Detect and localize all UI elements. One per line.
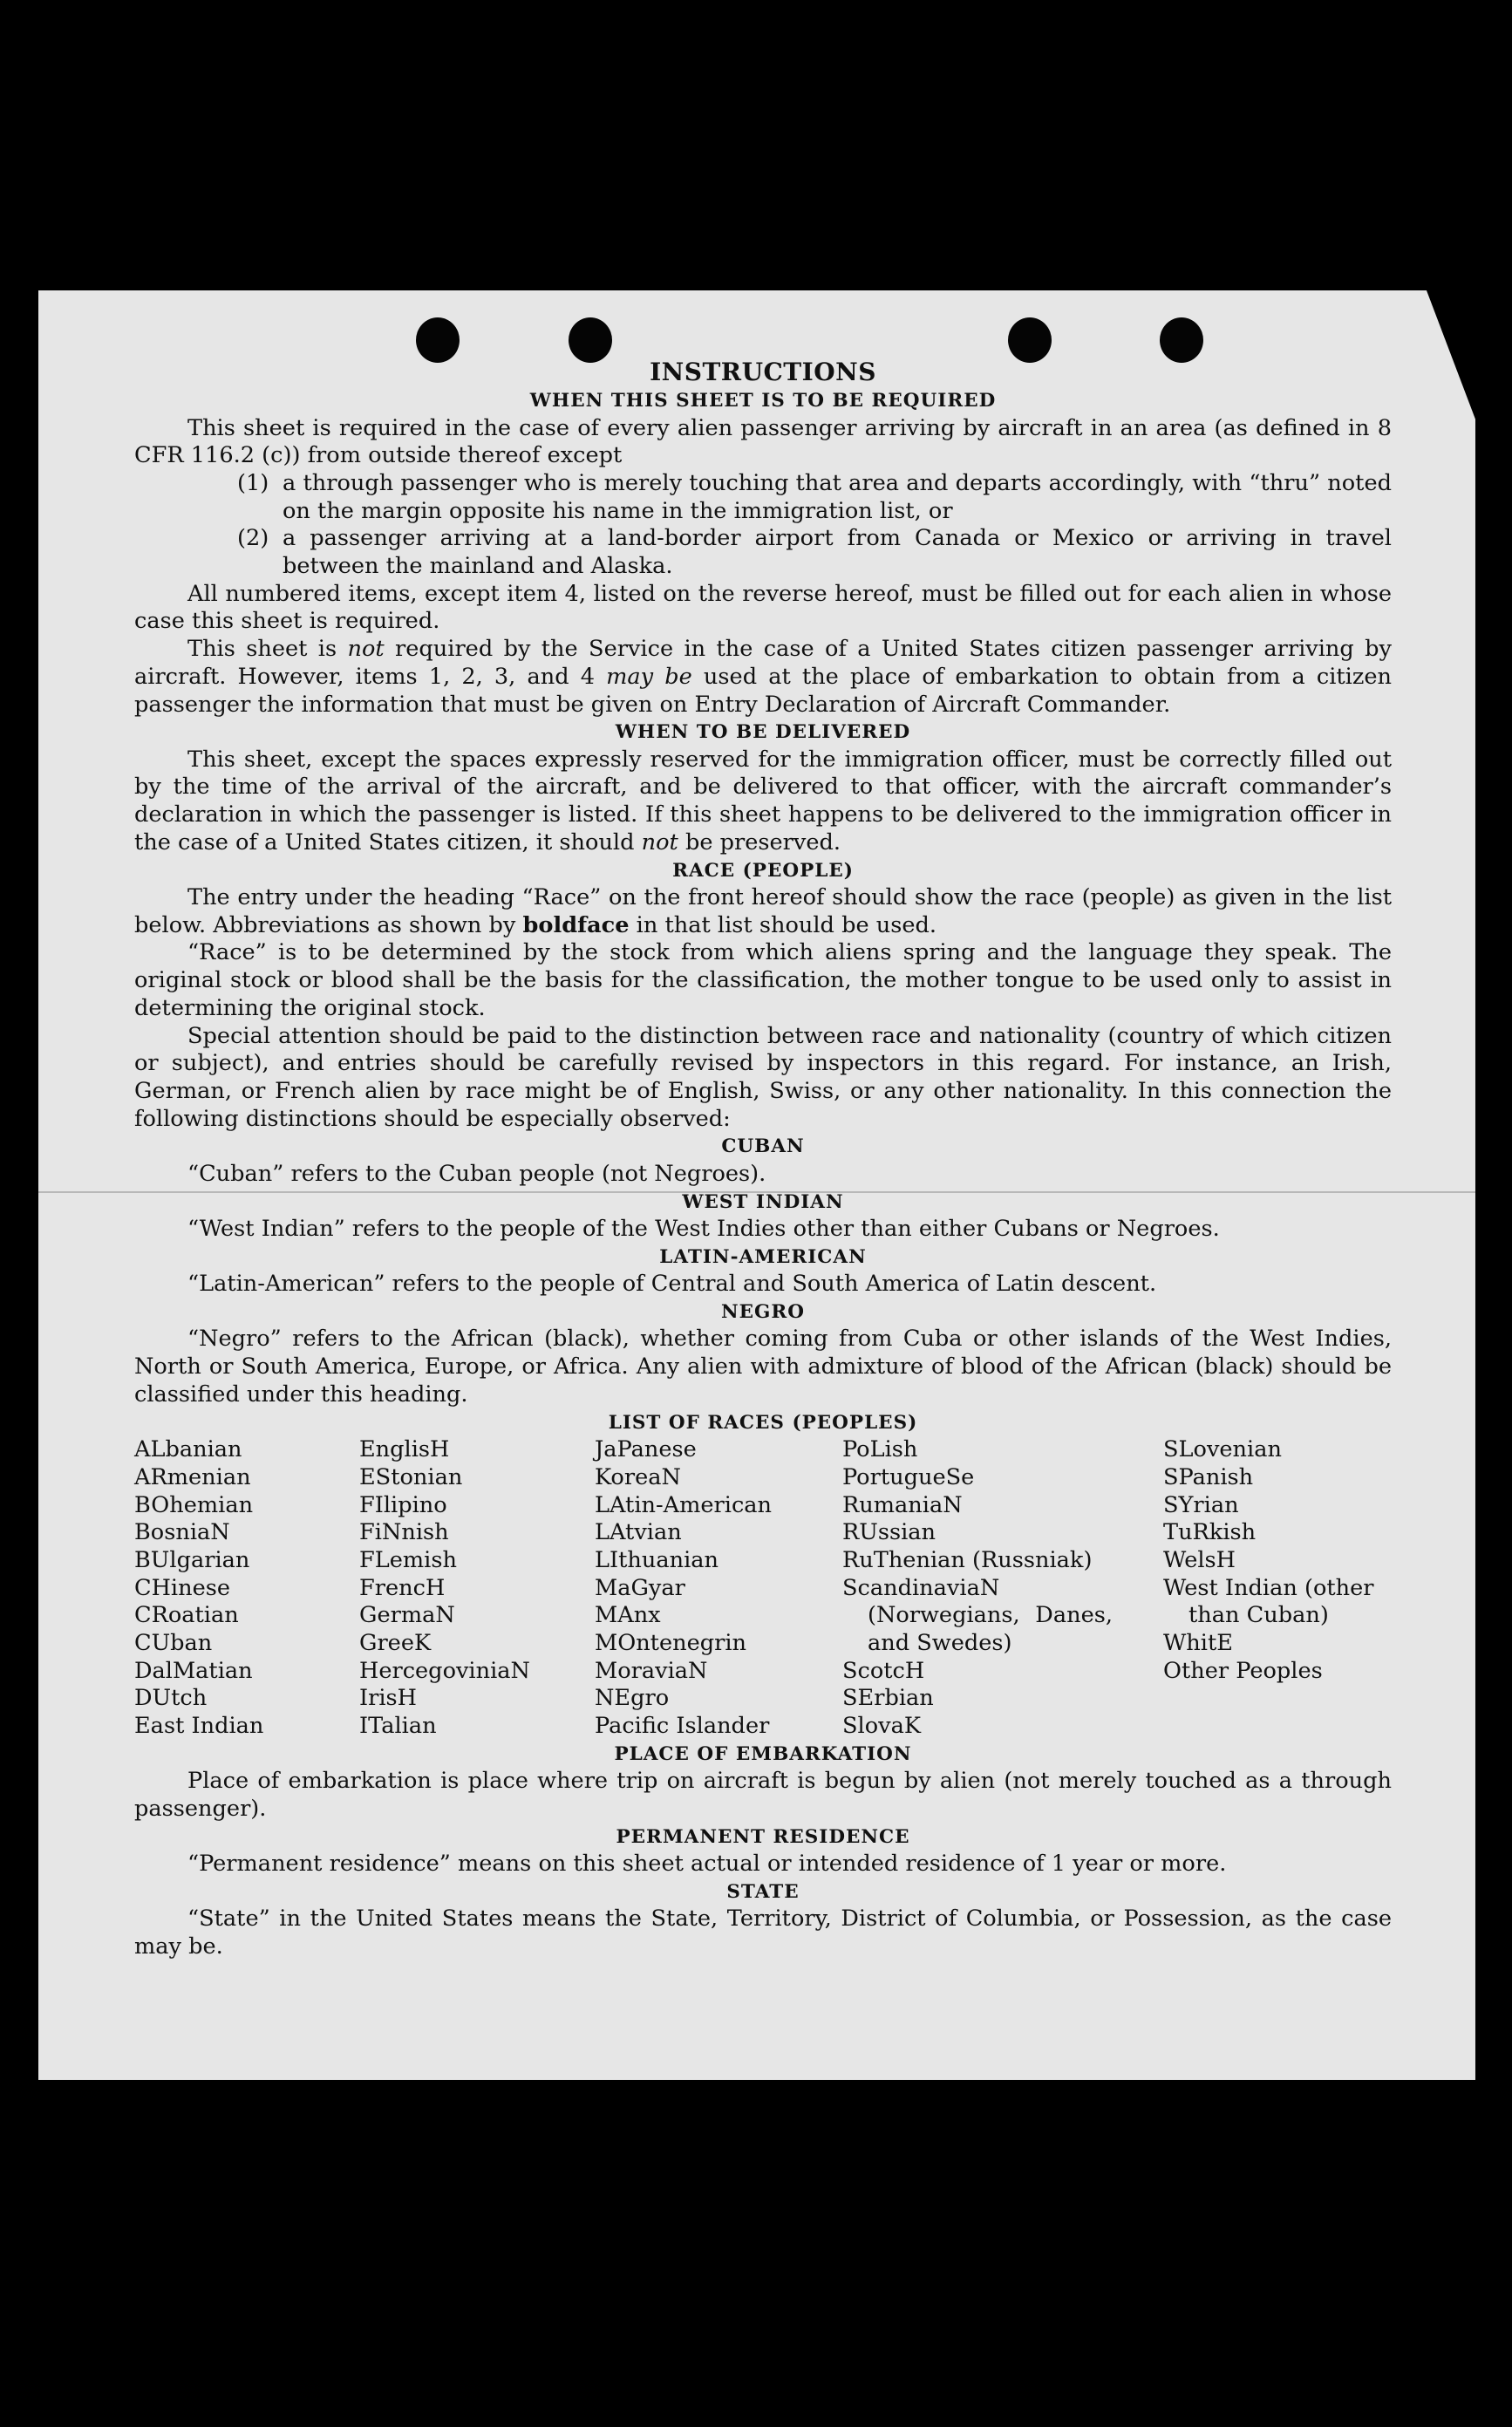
race-column <box>1163 1436 1392 1741</box>
race-item: IrisH <box>359 1685 417 1712</box>
paragraph: “Race” is to be determined by the stock from which aliens spring and the language they speak. The original stock or blood shall be the basis for the classification, the mother tongue to be used only to assist in determining the original stock. <box>134 939 1392 1021</box>
race-item: FrencH <box>359 1574 446 1601</box>
race-item: Pacific Islander <box>595 1713 770 1740</box>
item-number: (2) <box>237 525 269 552</box>
race-item: PortugueSe <box>842 1463 975 1490</box>
race-item: SYrian <box>1163 1491 1239 1518</box>
list-item <box>134 525 1392 580</box>
race-item: PoLish <box>842 1436 918 1463</box>
race-item: MaGyar <box>595 1574 685 1601</box>
section-heading: RACE (PEOPLE) <box>672 859 854 882</box>
paragraph: “Latin-American” refers to the people of Central and South America of Latin descent. <box>187 1271 1157 1298</box>
race-item: SLovenian <box>1163 1436 1282 1463</box>
punch-hole <box>416 317 460 363</box>
punch-hole <box>1008 317 1052 363</box>
race-item: SlovaK <box>842 1713 921 1740</box>
section-heading: WHEN TO BE DELIVERED <box>615 721 911 744</box>
race-item: ScotcH <box>842 1657 925 1684</box>
race-item: WhitE <box>1163 1630 1233 1657</box>
section-heading: STATE <box>726 1880 800 1903</box>
race-column <box>595 1436 842 1741</box>
race-item: CHinese <box>134 1574 230 1601</box>
race-item: BUlgarian <box>134 1546 250 1573</box>
race-item: ScandinaviaN (Norwegians, Danes, and Swedes) <box>842 1574 1113 1657</box>
section-heading: WEST INDIAN <box>682 1190 844 1213</box>
section-heading: PLACE OF EMBARKATION <box>614 1742 912 1765</box>
paragraph: This sheet is required in the case of every alien passenger arriving by aircraft in an area (as defined in 8 CFR 116.2 (c)) from outside thereof except <box>134 414 1392 469</box>
race-item: LIthuanian <box>595 1546 719 1573</box>
race-item: GreeK <box>359 1630 432 1657</box>
race-item: EStonian <box>359 1463 463 1490</box>
paragraph: This sheet, except the spaces expressly reserved for the immigration officer, must be correctly filled out by the time of the arrival of the aircraft, and be delivered to that officer, with the aircraft commander’s declaration in which the passenger is listed. If this sheet happens to be delivered to the immigration officer in the case of a United States citizen, it should not be preserved. <box>134 746 1392 856</box>
section-heading: CUBAN <box>721 1135 805 1158</box>
race-item: NEgro <box>595 1685 670 1712</box>
paragraph: Special attention should be paid to the distinction between race and nationality (country of which citizen or subject), and entries should be carefully revised by inspectors in this regard. For instance, an Irish, German, or French alien by race might be of English, Swiss, or any other nationality. In this connection the following distinctions should be especially observed: <box>134 1022 1392 1132</box>
race-item: ARmenian <box>134 1463 251 1490</box>
race-item: LAtvian <box>595 1519 682 1546</box>
race-item: CUban <box>134 1630 213 1657</box>
race-item: Other Peoples <box>1163 1657 1323 1684</box>
race-item: SPanish <box>1163 1463 1254 1490</box>
race-item: ALbanian <box>134 1436 242 1463</box>
section-heading: LATIN-AMERICAN <box>659 1245 867 1268</box>
race-item: MoraviaN <box>595 1657 708 1684</box>
race-item: FLemish <box>359 1546 457 1573</box>
race-item: DUtch <box>134 1685 208 1712</box>
section-heading: PERMANENT RESIDENCE <box>616 1825 910 1848</box>
race-item: West Indian (other than Cuban) <box>1163 1574 1374 1629</box>
race-item: WelsH <box>1163 1546 1236 1573</box>
instructions-body <box>134 358 1392 1961</box>
race-item: BosniaN <box>134 1519 230 1546</box>
item-text: a passenger arriving at a land-border airport from Canada or Mexico or arriving in travel between the mainland and Alaska. <box>283 525 1392 580</box>
race-item: CRoatian <box>134 1602 239 1629</box>
race-item: MAnx <box>595 1602 661 1629</box>
paragraph: “Negro” refers to the African (black), whether coming from Cuba or other islands of the West Indies, North or South America, Europe, or Africa. Any alien with admixture of blood of the African (black) should be classified under this heading. <box>134 1326 1392 1408</box>
paragraph: “West Indian” refers to the people of the West Indies other than either Cubans or Negroes. <box>187 1216 1220 1243</box>
race-item: EnglisH <box>359 1436 450 1463</box>
paragraph: The entry under the heading “Race” on the front hereof should show the race (people) as given in the list below. Abbreviations as shown by boldface in that list should be used. <box>134 884 1392 938</box>
race-column <box>359 1436 595 1741</box>
paragraph: Place of embarkation is place where trip on aircraft is begun by alien (not merely touched as a through passenger). <box>134 1768 1392 1823</box>
race-item: RumaniaN <box>842 1491 963 1518</box>
race-item: RuThenian (Russniak) <box>842 1546 1093 1573</box>
page-title: INSTRUCTIONS <box>650 358 876 386</box>
race-item: East Indian <box>134 1713 264 1740</box>
race-item: RUssian <box>842 1519 936 1546</box>
race-item: FIlipino <box>359 1491 447 1518</box>
punch-hole <box>1160 317 1203 363</box>
race-column <box>134 1436 359 1741</box>
race-item: FiNnish <box>359 1519 449 1546</box>
race-item: HercegoviniaN <box>359 1657 530 1684</box>
paragraph: “Cuban” refers to the Cuban people (not Negroes). <box>187 1160 766 1187</box>
section-heading: WHEN THIS SHEET IS TO BE REQUIRED <box>529 390 997 412</box>
paragraph: “Permanent residence” means on this sheet actual or intended residence of 1 year or more. <box>187 1851 1227 1878</box>
race-item: JaPanese <box>595 1436 697 1463</box>
section-heading: LIST OF RACES (PEOPLES) <box>608 1411 918 1434</box>
section-heading: NEGRO <box>721 1300 805 1323</box>
race-item: SErbian <box>842 1685 934 1712</box>
race-item: ITalian <box>359 1713 437 1740</box>
paragraph: All numbered items, except item 4, listed on the reverse hereof, must be filled out for each alien in whose case this sheet is required. <box>134 580 1392 635</box>
race-column <box>842 1436 1163 1741</box>
race-item: DalMatian <box>134 1657 253 1684</box>
punch-hole <box>569 317 612 363</box>
paragraph: This sheet is not required by the Service in the case of a United States citizen passenger arriving by aircraft. However, items 1, 2, 3, and 4 may be used at the place of embarkation to obtain from a citizen passenger the information that must be given on Entry Declaration of Aircraft Commander. <box>134 636 1392 718</box>
race-item: GermaN <box>359 1602 455 1629</box>
list-item <box>134 470 1392 525</box>
item-text: a through passenger who is merely touching that area and departs accordingly, with “thru” noted on the margin opposite his name in the immigration list, or <box>283 469 1392 524</box>
race-item: TuRkish <box>1163 1519 1257 1546</box>
paragraph: “State” in the United States means the State, Territory, District of Columbia, or Possession, as the case may be. <box>134 1905 1392 1960</box>
item-number: (1) <box>237 469 269 496</box>
race-item: MOntenegrin <box>595 1630 747 1657</box>
race-item: LAtin-American <box>595 1491 773 1518</box>
race-list <box>134 1436 1392 1741</box>
race-item: KoreaN <box>595 1463 681 1490</box>
race-item: BOhemian <box>134 1491 254 1518</box>
